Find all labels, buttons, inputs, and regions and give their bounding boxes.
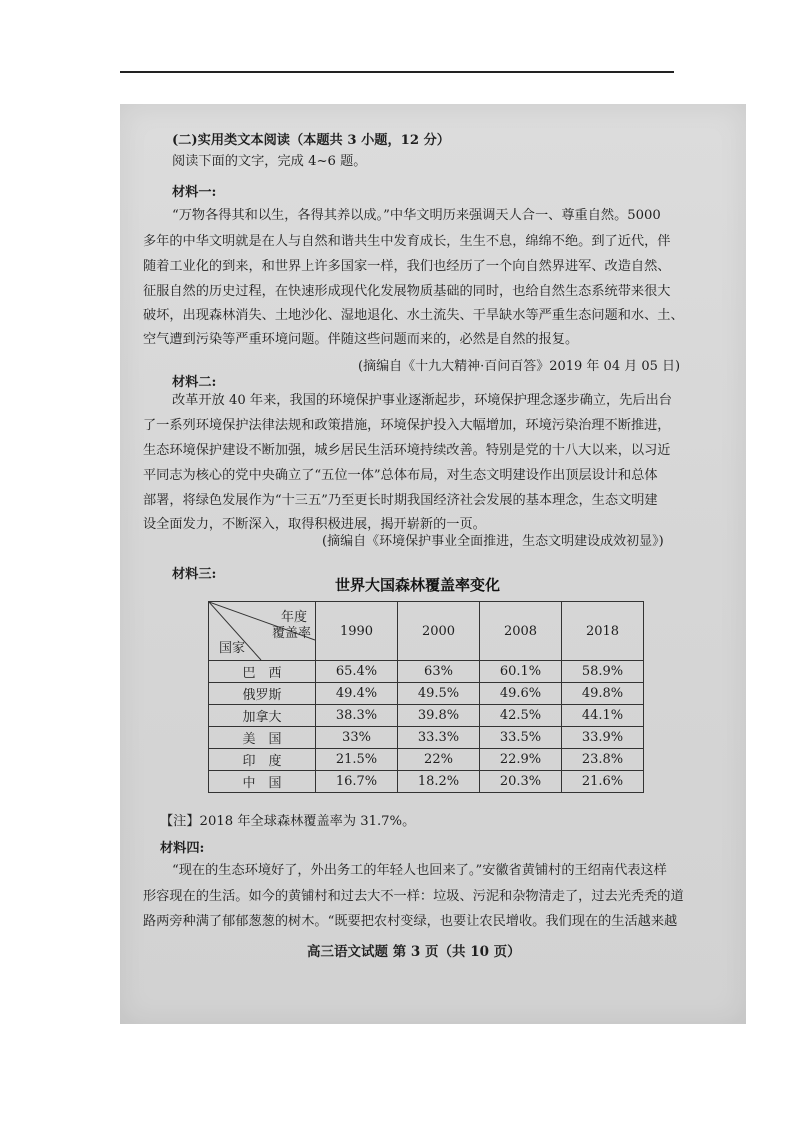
material2-line: 生态环境保护建设不断加强，城乡居民生活环境持续改善。特别是党的十八大以来，以习近 bbox=[143, 443, 671, 458]
table-title: 世界大国森林覆盖率变化 bbox=[335, 576, 501, 594]
material2-line: 了一系列环境保护法律法规和政策措施，环境保护投入大幅增加，环境污染治理不断推进， bbox=[143, 418, 671, 433]
material2-line: 设全面发力，不断深入，取得积极进展，揭开崭新的一页。 bbox=[143, 517, 486, 532]
value-cell: 44.1% bbox=[562, 705, 644, 727]
section-title: (二)实用类文本阅读（本题共 3 小题，12 分） bbox=[172, 133, 450, 148]
material2-label: 材料二: bbox=[172, 375, 217, 390]
value-cell: 16.7% bbox=[316, 771, 398, 793]
page-footer: 高三语文试题 第 3 页（共 10 页） bbox=[307, 944, 521, 960]
year-header: 2000 bbox=[398, 602, 480, 661]
material1-line: 随着工业化的到来，和世界上许多国家一样，我们也经历了一个向自然界进军、改造自然、 bbox=[143, 259, 671, 274]
value-cell: 49.6% bbox=[480, 683, 562, 705]
table-row bbox=[209, 705, 644, 727]
value-cell: 33.3% bbox=[398, 727, 480, 749]
value-cell: 39.8% bbox=[398, 705, 480, 727]
corner-rate-label: 覆盖率 bbox=[271, 626, 311, 641]
material1-line: “万物各得其和以生，各得其养以成。”中华文明历来强调天人合一、尊重自然。5000 bbox=[172, 208, 661, 223]
country-cell: 中 国 bbox=[209, 771, 316, 793]
table-row bbox=[209, 771, 644, 793]
material2-line: 部署，将绿色发展作为“十三五”乃至更长时期我国经济社会发展的基本理念，生态文明建 bbox=[143, 493, 658, 508]
material2-source: (摘编自《环境保护事业全面推进，生态文明建设成效初显》) bbox=[322, 534, 664, 549]
country-cell: 美 国 bbox=[209, 727, 316, 749]
value-cell: 63% bbox=[398, 661, 480, 683]
material2-line: 改革开放 40 年来，我国的环境保护事业逐渐起步，环境保护理念逐步确立，先后出台 bbox=[172, 393, 672, 408]
value-cell: 60.1% bbox=[480, 661, 562, 683]
value-cell: 20.3% bbox=[480, 771, 562, 793]
material4-line: “现在的生态环境好了，外出务工的年轻人也回来了。”安徽省黄铺村的王绍南代表这样 bbox=[172, 863, 667, 878]
table-row bbox=[209, 749, 644, 771]
material4-label: 材料四: bbox=[160, 841, 205, 856]
instruction: 阅读下面的文字，完成 4~6 题。 bbox=[172, 154, 367, 169]
value-cell: 49.4% bbox=[316, 683, 398, 705]
corner-year-label: 年度 bbox=[280, 610, 307, 625]
value-cell: 58.9% bbox=[562, 661, 644, 683]
corner-country-label: 国家 bbox=[219, 641, 246, 656]
value-cell: 21.6% bbox=[562, 771, 644, 793]
material1-line: 多年的中华文明就是在人与自然和谐共生中发育成长，生生不息，绵绵不绝。到了近代，伴 bbox=[143, 234, 671, 249]
material1-label: 材料一: bbox=[172, 185, 217, 200]
material1-line: 破坏，出现森林消失、土地沙化、湿地退化、水土流失、干旱缺水等严重生态问题和水、土、 bbox=[143, 308, 684, 323]
value-cell: 49.5% bbox=[398, 683, 480, 705]
material4-line: 形容现在的生活。如今的黄铺村和过去大不一样：垃圾、污泥和杂物清走了，过去光秃秃的道 bbox=[143, 889, 684, 904]
value-cell: 33.5% bbox=[480, 727, 562, 749]
value-cell: 18.2% bbox=[398, 771, 480, 793]
table-note: 【注】2018 年全球森林覆盖率为 31.7%。 bbox=[160, 814, 416, 829]
value-cell: 33% bbox=[316, 727, 398, 749]
material1-source: (摘编自《十九大精神·百问百答》2019 年 04 月 05 日) bbox=[358, 359, 681, 374]
country-cell: 印 度 bbox=[209, 749, 316, 771]
value-cell: 23.8% bbox=[562, 749, 644, 771]
material4-line: 路两旁种满了郁郁葱葱的树木。“既要把农村变绿，也要让农民增收。我们现在的生活越来越 bbox=[143, 914, 678, 929]
table-corner-cell bbox=[209, 602, 316, 661]
year-header: 2008 bbox=[480, 602, 562, 661]
table-row bbox=[209, 661, 644, 683]
material1-line: 征服自然的历史过程，在快速形成现代化发展物质基础的同时，也给自然生态系统带来很大 bbox=[143, 284, 671, 299]
table-header-row bbox=[209, 602, 644, 661]
value-cell: 65.4% bbox=[316, 661, 398, 683]
value-cell: 21.5% bbox=[316, 749, 398, 771]
year-header: 1990 bbox=[316, 602, 398, 661]
value-cell: 22.9% bbox=[480, 749, 562, 771]
year-header: 2018 bbox=[562, 602, 644, 661]
table-row bbox=[209, 683, 644, 705]
value-cell: 42.5% bbox=[480, 705, 562, 727]
country-cell: 巴 西 bbox=[209, 661, 316, 683]
top-rule bbox=[120, 71, 674, 73]
country-cell: 加拿大 bbox=[209, 705, 316, 727]
value-cell: 38.3% bbox=[316, 705, 398, 727]
material1-line: 空气遭到污染等严重环境问题。伴随这些问题而来的，必然是自然的报复。 bbox=[143, 332, 579, 347]
material2-line: 平同志为核心的党中央确立了“五位一体”总体布局，对生态文明建设作出顶层设计和总体 bbox=[143, 468, 658, 483]
value-cell: 22% bbox=[398, 749, 480, 771]
forest-coverage-table bbox=[208, 601, 644, 793]
material3-label: 材料三: bbox=[172, 567, 217, 582]
value-cell: 49.8% bbox=[562, 683, 644, 705]
table-row bbox=[209, 727, 644, 749]
value-cell: 33.9% bbox=[562, 727, 644, 749]
country-cell: 俄罗斯 bbox=[209, 683, 316, 705]
